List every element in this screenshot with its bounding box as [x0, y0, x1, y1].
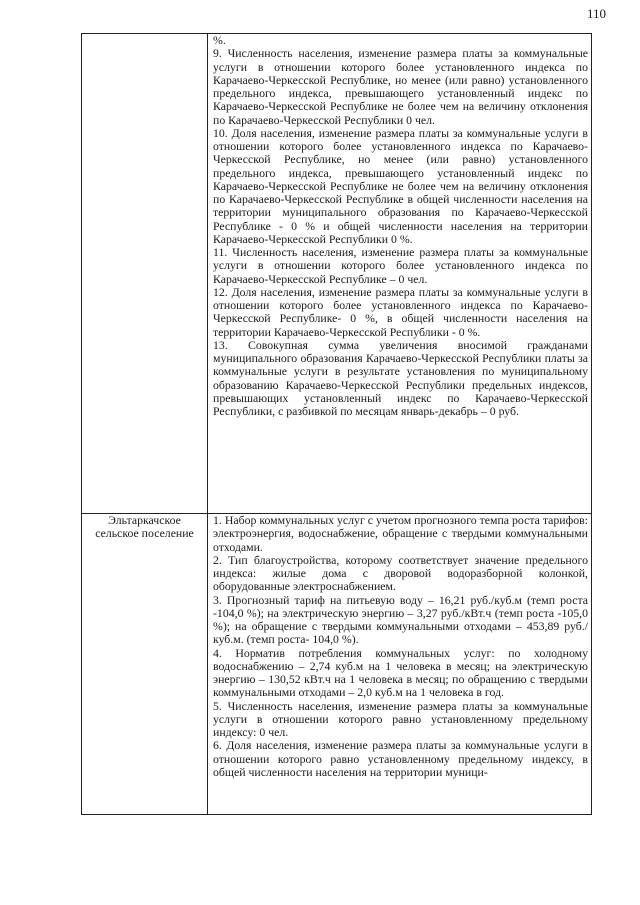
table-row	[82, 34, 592, 514]
indicators-cell	[208, 514, 592, 815]
indicator-item: %.	[213, 33, 226, 47]
indicators-table	[81, 33, 592, 815]
indicator-item: 5. Численность населения, изменение размера платы за коммунальные услуги в отношении которого равно установленному предельному индексу: 0 чел.	[213, 698, 588, 739]
indicator-item: 4. Норматив потребления коммунальных услуг: по холодному водоснабжению – 2,74 куб.м на 1 человека в месяц; на электрическую энергию – 130,52 кВт.ч на 1 человека в месяц; по обращению с твердыми коммунальными отходами – 2,0 куб.м на 1 человека в год.	[213, 645, 588, 700]
indicator-item: 11. Численность населения, изменение размера платы за коммунальные услуги в отношении которого более установленного индекса по Карачаево-Черкесской Республике – 0 чел.	[213, 245, 588, 286]
indicator-item: 1. Набор коммунальных услуг с учетом прогнозного темпа роста тарифов: электроэнергия, водоснабжение, обращение с твердыми коммунальными отходами.	[213, 514, 588, 554]
table-row	[82, 514, 592, 815]
indicators-cell	[208, 34, 592, 514]
indicator-item: 2. Тип благоустройства, которому соответствует значение предельного индекса: жилые дома с дворовой водоразборной колонкой, оборудованные электроснабжением.	[213, 552, 588, 594]
indicator-item: 6. Доля населения, изменение размера платы за коммунальные услуги в отношении которого равно установленному предельному индексу, в общей численности населения на территории муници-	[213, 738, 588, 779]
indicator-item: 12. Доля населения, изменение размера платы за коммунальные услуги в отношении которого более установленного индекса по Карачаево-Черкесской Республике- 0 %, в общей численности населения на территории Карачаево-Черкесской Республики - 0 %.	[213, 284, 588, 339]
settlement-cell: Эльтаркачское сельское поселение	[82, 514, 208, 815]
indicator-item: 9. Численность населения, изменение размера платы за коммунальные услуги в отношении которого более установленного индекса по Карачаево-Черкесской Республике, но менее (или равно) установленного предельного индекса, превышающего установленный индекс по Карачаево-Черкесской Республике не более чем на величину отклонения по Карачаево-Черкесской Республики 0 чел.	[213, 46, 588, 127]
indicator-item: 10. Доля населения, изменение размера платы за коммунальные услуги в отношении которого более установленного индекса по Карачаево-Черкесской Республике, но менее (или равно) установленного предельного индекса, превышающего установленный индекс по Карачаево-Черкесской Республике не более чем на величину отклонения по Карачаево-Черкесской Республике в общей численности населения на территории муниципального образования по Карачаево-Черкесской Республике - 0 % и общей численности населения на территории Карачаево-Черкесской Республики 0 %.	[213, 125, 588, 246]
page-number: 110	[586, 6, 606, 21]
indicator-item: 3. Прогнозный тариф на питьевую воду – 16,21 руб./куб.м (темп роста -104,0 %); на электрическую энергию – 3,27 руб./кВт.ч (темп роста -105,0 %); на обращение с твердыми коммунальными отходами – 453,89 руб./куб.м. (темп роста- 104,0 %).	[213, 592, 588, 647]
settlement-cell	[82, 34, 208, 514]
indicator-item: 13. Совокупная сумма увеличения вносимой гражданами муниципального образования Карачаево-Черкесской Республики платы за коммунальные услуги в результате установления по муниципальному образованию Карачаево-Черкесской Республики предельных индексов, превышающих установленный индекс по Карачаево-Черкесской Республики, с разбивкой по месяцам январь-декабрь – 0 руб.	[213, 337, 588, 418]
